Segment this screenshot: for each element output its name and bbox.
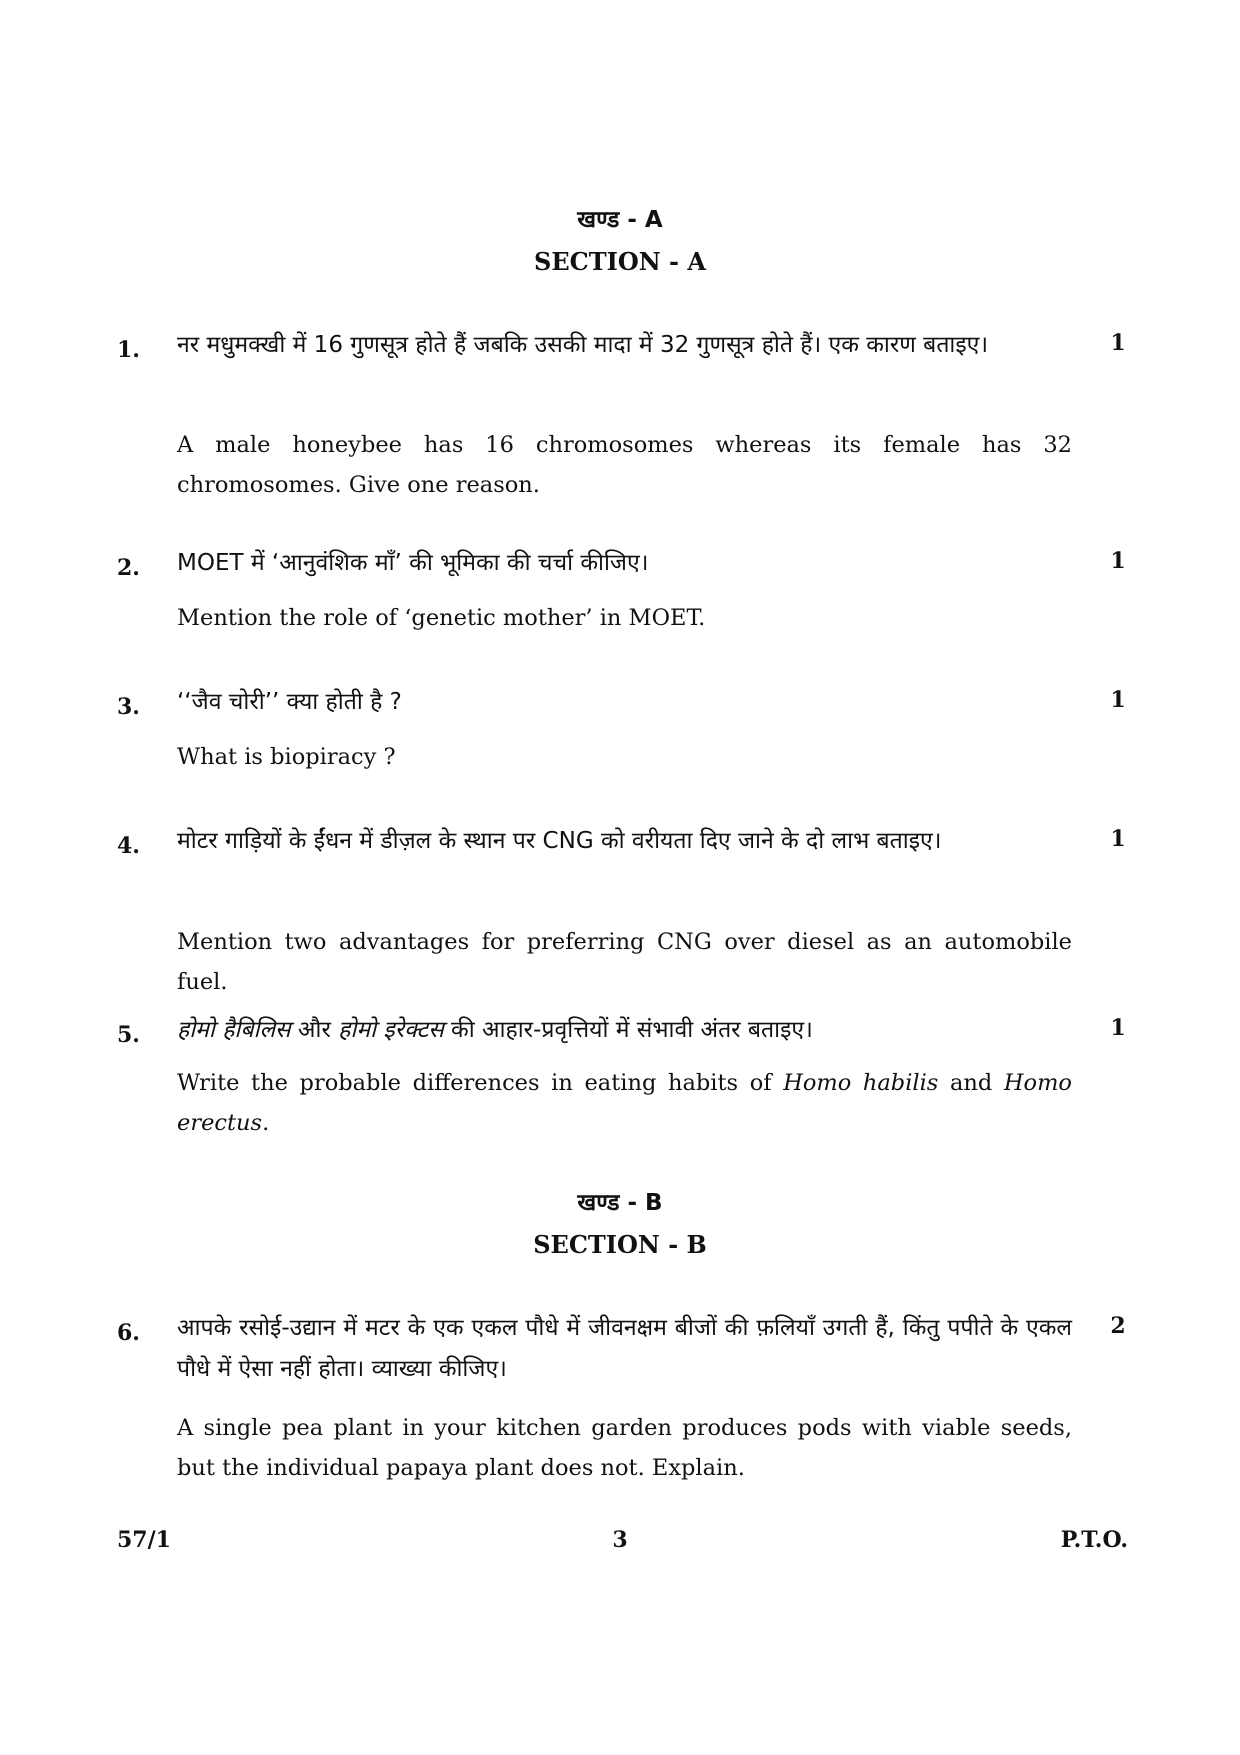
section-b-title: SECTION - B	[533, 1230, 707, 1259]
question-6-marks: 2	[1110, 1313, 1126, 1339]
question-5-hindi-connector: और	[290, 1017, 339, 1043]
question-1-hindi: नर मधुमक्खी में 16 गुणसूत्र होते हैं जबकि उसकी मादा में 32 गुणसूत्र होते हैं। एक कारण बताइए।	[177, 332, 989, 358]
question-5-english-end: .	[262, 1110, 270, 1136]
question-3-number: 3.	[117, 694, 140, 720]
question-2-number: 2.	[117, 555, 140, 581]
question-6-hindi: आपके रसोई-उद्यान में मटर के एक एकल पौधे में जीवनक्षम बीजों की फ़लियाँ उगती हैं, किंतु पपीते के एकल पौधे में ऐसा नहीं होता। व्याख्या कीजिए।	[177, 1315, 1072, 1382]
section-b-hindi-title-text: खण्ड - B	[577, 1190, 663, 1216]
question-6-english: A single pea plant in your kitchen garden produces pods with viable seeds, but the individual papaya plant does not. Explain.	[177, 1415, 1072, 1481]
section-a-hindi-title-text: खण्ड - A	[577, 207, 663, 233]
section-b-hindi-title	[0, 1185, 1240, 1220]
section-a-title: SECTION - A	[534, 247, 706, 276]
question-4-english: Mention two advantages for preferring CNG over diesel as an automobile fuel.	[177, 929, 1072, 995]
question-5-english	[177, 1063, 1072, 1143]
question-2-hindi: MOET में ‘आनुवंशिक माँ’ की भूमिका की चर्चा कीजिए।	[177, 550, 649, 576]
please-turn-over: P.T.O.	[1060, 1527, 1128, 1553]
question-4-hindi: मोटर गाड़ियों के ईंधन में डीज़ल के स्थान पर CNG को वरीयता दिए जाने के दो लाभ बताइए।	[177, 828, 942, 854]
section-a-hindi-title	[0, 202, 1240, 237]
question-1-marks: 1	[1110, 330, 1126, 356]
question-5-marks: 1	[1110, 1015, 1126, 1041]
question-2-english: Mention the role of ‘genetic mother’ in MOET.	[177, 605, 706, 631]
question-5-hindi-rest: की आहार-प्रवृत्तियों में संभावी अंतर बताइए।	[443, 1017, 813, 1043]
question-1-number: 1.	[117, 337, 140, 363]
question-3-hindi: ‘‘जैव चोरी’’ क्या होती है ?	[177, 689, 402, 715]
question-5-hindi-species-1: होमो हैबिलिस	[177, 1017, 291, 1043]
question-5-english-species-1: Homo habilis	[783, 1070, 939, 1096]
page-number: 3	[612, 1527, 628, 1553]
question-1-english: A male honeybee has 16 chromosomes whereas its female has 32 chromosomes. Give one reason.	[177, 432, 1072, 498]
paper-code: 57/1	[117, 1527, 171, 1553]
question-6-number: 6.	[117, 1320, 140, 1346]
question-4-marks: 1	[1110, 826, 1126, 852]
question-5-english-species-2: Homo erectus	[177, 1070, 1072, 1136]
question-5-hindi	[177, 1010, 1072, 1051]
question-2-marks: 1	[1110, 548, 1126, 574]
question-5-english-pre: Write the probable differences in eating habits of	[177, 1070, 784, 1096]
question-5-hindi-species-2: होमो इरेक्टस	[338, 1017, 444, 1043]
question-5-number: 5.	[117, 1022, 140, 1048]
question-3-marks: 1	[1110, 687, 1126, 713]
question-4-number: 4.	[117, 833, 140, 859]
question-3-english: What is biopiracy ?	[177, 744, 396, 770]
question-5-english-connector: and	[938, 1070, 1004, 1096]
